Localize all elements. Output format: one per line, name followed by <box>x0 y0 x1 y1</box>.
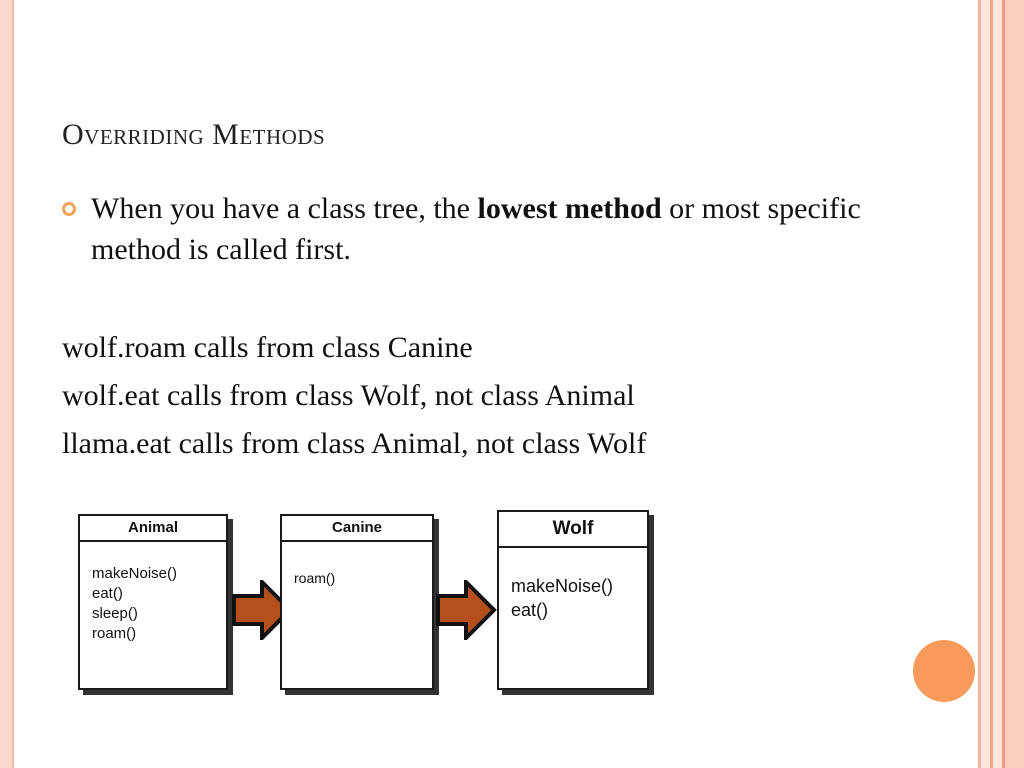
method-item: eat() <box>92 585 123 602</box>
method-item: sleep() <box>92 605 138 622</box>
text-line-llama-eat: llama.eat calls from class Animal, not class Wolf <box>62 427 647 460</box>
left-frame-border <box>0 0 14 768</box>
bullet-text-bold: lowest method <box>477 192 662 225</box>
inheritance-arrow-icon <box>436 580 498 640</box>
right-frame-stripes <box>978 0 1024 768</box>
class-name-animal: Animal <box>80 516 226 542</box>
class-box-animal <box>78 514 228 690</box>
method-item: roam() <box>92 625 137 642</box>
text-line-wolf-roam: wolf.roam calls from class Canine <box>62 331 473 364</box>
bullet-item <box>62 188 882 270</box>
bullet-text <box>91 188 882 270</box>
orange-circle-decoration <box>913 640 975 702</box>
slide-title: Overriding Methods <box>62 118 326 151</box>
class-box-canine <box>280 514 434 690</box>
bullet-text-after: or most specific method is called first. <box>91 192 861 266</box>
method-item: eat() <box>511 600 549 620</box>
class-methods-wolf <box>499 548 647 632</box>
class-methods-animal <box>80 542 226 654</box>
bullet-text-before: When you have a class tree, the <box>91 192 478 225</box>
method-item: makeNoise() <box>92 565 178 582</box>
class-box-wolf <box>497 510 649 690</box>
bullet-ring-icon <box>62 202 76 216</box>
method-item: makeNoise() <box>511 576 614 596</box>
class-methods-canine <box>282 542 432 598</box>
class-name-wolf: Wolf <box>499 512 647 548</box>
class-name-canine: Canine <box>282 516 432 542</box>
text-line-wolf-eat: wolf.eat calls from class Wolf, not class Animal <box>62 379 635 412</box>
method-item: roam() <box>294 570 336 586</box>
